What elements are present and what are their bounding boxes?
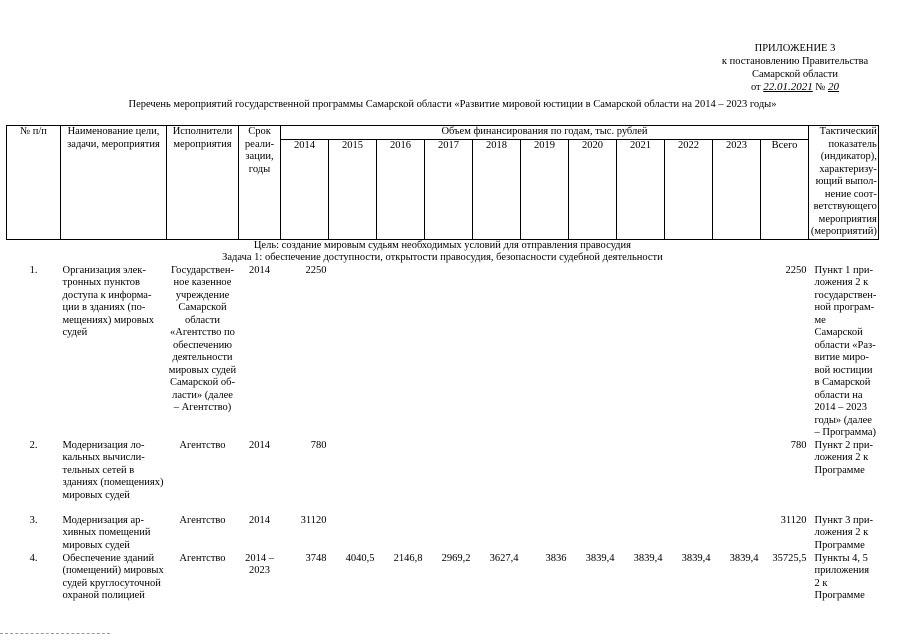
row-value	[329, 515, 377, 553]
row-name: Модернизация архивных помещений мировых судей	[62, 514, 151, 551]
year-header: 2017	[425, 139, 473, 239]
row-value	[329, 440, 377, 515]
table-row	[7, 265, 879, 440]
table-row	[7, 553, 879, 615]
row-value	[377, 515, 425, 553]
row-value	[473, 265, 521, 440]
year-header: 2016	[377, 139, 425, 239]
row-value	[473, 440, 521, 515]
decree-number: 20	[828, 81, 840, 93]
row-num: 2.	[29, 439, 38, 451]
year-header: 2021	[617, 139, 665, 239]
table-row	[7, 515, 879, 553]
row-total: 35725,5	[772, 552, 807, 564]
row-num: 1.	[29, 264, 38, 276]
row-value: 3627,4	[489, 552, 519, 564]
year-header: 2019	[521, 139, 569, 239]
decree-line: к постановлению Правительства	[721, 56, 869, 67]
row-num: 3.	[29, 514, 38, 526]
row-value	[665, 265, 713, 440]
row-value	[713, 265, 761, 440]
total-header: Всего	[761, 139, 809, 239]
row-indicator: Пункт 3 приложения 2 к Программе	[814, 514, 873, 551]
decree-date: 22.01.2021	[763, 81, 813, 93]
page-edge-divider	[0, 633, 110, 636]
measures-table	[6, 125, 879, 615]
col-indicator: Тактический показатель (индикатор), характеризующий выполнение соответствующего мероприятия (мероприятий)	[809, 126, 879, 240]
year-header: 2023	[713, 139, 761, 239]
row-value	[521, 515, 569, 553]
row-value	[617, 440, 665, 515]
row-value	[569, 440, 617, 515]
row-value: 4040,5	[345, 552, 375, 564]
row-value: 3839,4	[585, 552, 615, 564]
task-row: Задача 1: обеспечение доступности, открытости правосудия, безопасности судебной деятельности	[222, 252, 663, 263]
document-header	[690, 42, 900, 94]
row-value	[425, 440, 473, 515]
row-value: 780	[310, 439, 327, 451]
col-executors: Исполнители мероприятия	[167, 126, 239, 240]
row-value	[617, 515, 665, 553]
date-line: от 22.01.2021 № 20	[750, 81, 840, 93]
row-executor: Агентство	[179, 552, 226, 564]
col-name: Наименование цели, задачи, мероприятия	[61, 126, 167, 240]
appendix-label: ПРИЛОЖЕНИЕ 3	[754, 43, 836, 54]
row-value: 3836	[545, 552, 567, 564]
row-total: 780	[790, 439, 807, 451]
table-row	[7, 440, 879, 515]
row-term: 2014 – 2023	[245, 552, 274, 576]
row-executor: Агентство	[179, 514, 226, 526]
row-value: 3839,4	[681, 552, 711, 564]
row-value	[473, 515, 521, 553]
row-executor: Агентство	[179, 439, 226, 451]
row-value	[425, 265, 473, 440]
row-value: 3839,4	[633, 552, 663, 564]
row-value	[521, 440, 569, 515]
row-total: 31120	[780, 514, 807, 526]
row-name: Организация электронных пунктов доступа к информации в зданиях (помещениях) мировых судей	[62, 264, 155, 338]
goal-row: Цель: создание мировым судьям необходимых условий для отправления правосудия	[253, 239, 631, 251]
row-value	[569, 265, 617, 440]
row-value: 3748	[305, 552, 327, 564]
year-header: 2018	[473, 139, 521, 239]
row-total: 2250	[785, 264, 807, 276]
row-value: 2250	[305, 264, 327, 276]
row-indicator: Пункты 4, 5 приложения 2 к Программе	[814, 552, 870, 601]
col-term: Срок реализации, годы	[239, 126, 281, 240]
row-value: 3839,4	[729, 552, 759, 564]
row-value	[521, 265, 569, 440]
row-name: Модернизация локальных вычислительных сетей в зданиях (помещениях) мировых судей	[62, 439, 164, 501]
row-value	[377, 440, 425, 515]
row-value: 2969,2	[441, 552, 471, 564]
row-indicator: Пункт 2 приложения 2 к Программе	[814, 439, 873, 476]
row-value	[425, 515, 473, 553]
row-value	[665, 515, 713, 553]
row-term: 2014	[249, 439, 270, 451]
row-value	[713, 440, 761, 515]
row-num: 4.	[29, 552, 38, 564]
row-term: 2014	[249, 514, 270, 526]
row-name: Обеспечение зданий (помещений) мировых судей круглосуточной охраной полицией	[62, 552, 164, 601]
row-value: 2146,8	[393, 552, 423, 564]
row-value	[377, 265, 425, 440]
col-num: № п/п	[7, 126, 61, 240]
col-funding: Объем финансирования по годам, тыс. рублей	[281, 126, 809, 140]
row-value	[617, 265, 665, 440]
year-header: 2020	[569, 139, 617, 239]
row-term: 2014	[249, 264, 270, 276]
row-value	[329, 265, 377, 440]
document-title: Перечень мероприятий государственной программы Самарской области «Развитие мировой юстиции в Самарской области на 2014 – 2023 годы»	[128, 99, 777, 110]
region-line: Самарской области	[752, 69, 838, 80]
year-header: 2015	[329, 139, 377, 239]
row-indicator: Пункт 1 приложения 2 к государственной программе Самарской области «Развитие мировой юстиции в Самарской области на 2014 – 2023 годы» (далее – Программа)	[814, 264, 877, 438]
row-value	[569, 515, 617, 553]
row-value	[713, 515, 761, 553]
year-header: 2022	[665, 139, 713, 239]
row-value	[665, 440, 713, 515]
row-executor: Государственное казенное учреждение Самарской области «Агентство по обеспечению деятельности мировых судей Самарской области» (далее – Агентство)	[168, 264, 237, 413]
year-header: 2014	[281, 139, 329, 239]
row-value: 31120	[300, 514, 327, 526]
